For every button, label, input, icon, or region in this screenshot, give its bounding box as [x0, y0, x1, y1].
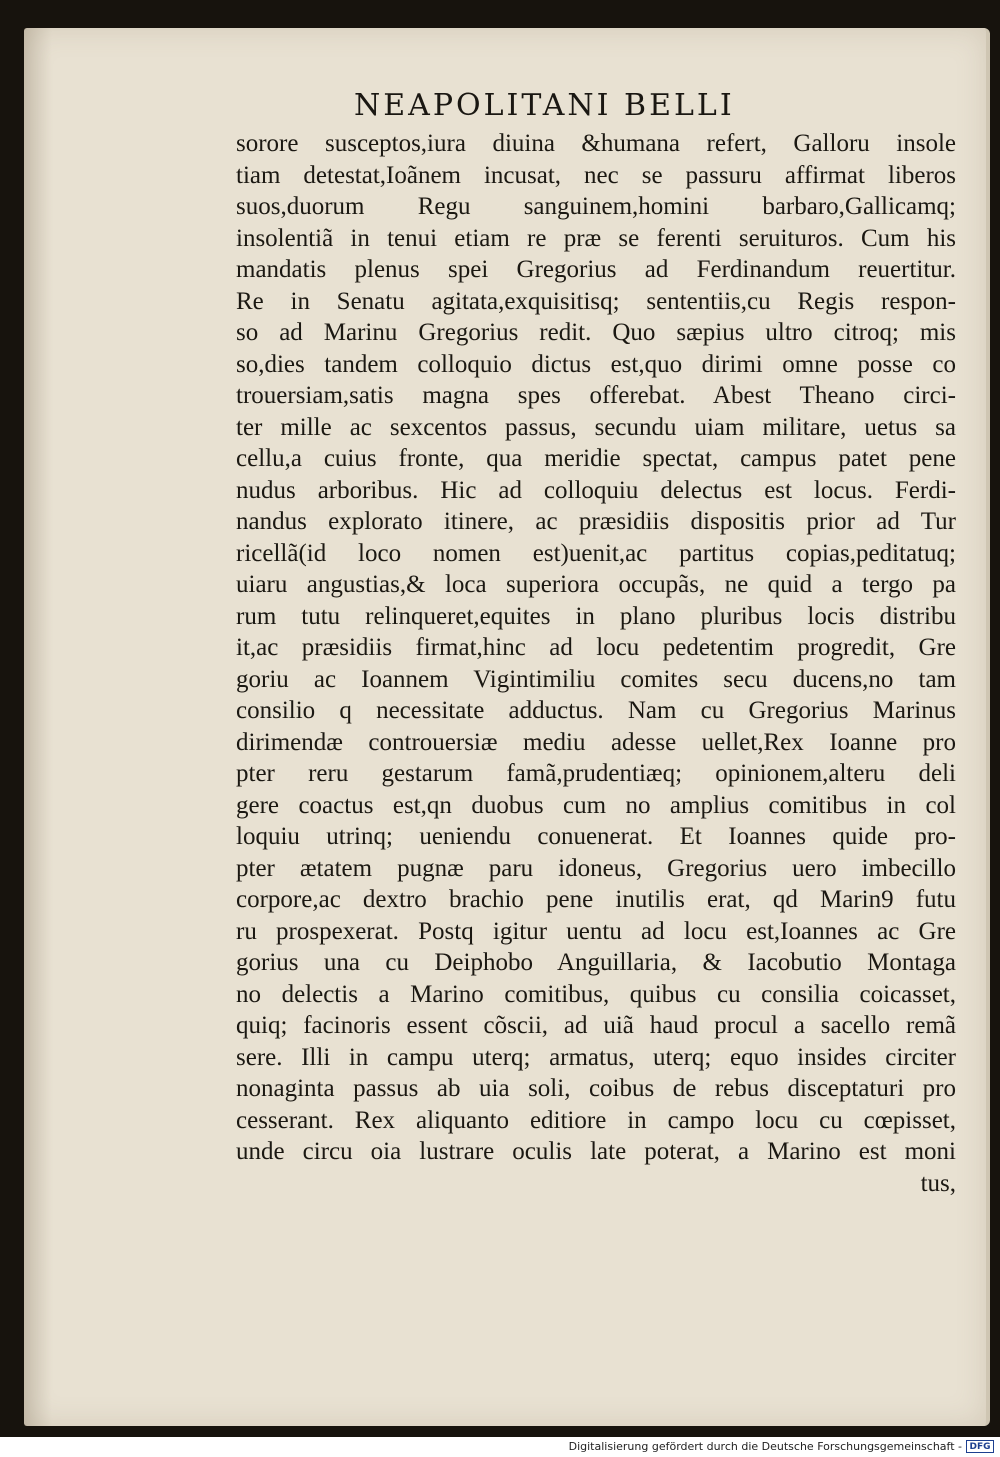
text-line: suos,duorum Regu sanguinem,homini barbaro,Gallicamq;	[236, 193, 956, 220]
text-line: sorore susceptos,iura diuina &humana refert, Galloru insole	[236, 130, 956, 157]
text-line: Re in Senatu agitata,exquisitisq; sententiis,cu Regis respon-	[236, 287, 956, 315]
text-line: goriu ac Ioannem Vigintimiliu comites secu ducens,no tam	[236, 665, 956, 693]
text-line: cesserant. Rex aliquanto editiore in campo locu cu cœpisset,	[236, 1106, 956, 1134]
text-line: so,dies tandem colloquio dictus est,quo dirimi omne posse co	[236, 350, 956, 378]
text-line: uiaru angustias,& loca superiora occupãs, ne quid a tergo pa	[236, 571, 956, 598]
text-line: tiam detestat,Ioãnem incusat, nec se passuru affirmat liberos	[236, 161, 956, 189]
text-line: nudus arboribus. Hic ad colloquiu delectus est locus. Ferdi-	[236, 476, 956, 504]
text-line: dirimendæ controuersiæ mediu adesse uellet,Rex Ioanne pro	[236, 728, 956, 756]
text-line: so ad Marinu Gregorius redit. Quo sæpius ultro citroq; mis	[236, 319, 956, 346]
text-line: no delectis a Marino comitibus, quibus cu consilia coicasset,	[236, 980, 956, 1008]
text-line: tus,	[920, 1169, 956, 1197]
text-line: nandus explorato itinere, ac præsidiis dispositis prior ad Tur	[236, 508, 956, 535]
book-page	[24, 28, 990, 1426]
text-line: corpore,ac dextro brachio pene inutilis erat, qd Marin9 futu	[236, 886, 956, 913]
text-line: unde circu oia lustrare oculis late poterat, a Marino est moni	[236, 1138, 956, 1165]
text-line: ru prospexerat. Postq igitur uentu ad locu est,Ioannes ac Gre	[236, 917, 956, 945]
text-line: sere. Illi in campu uterq; armatus, uterq; equo insides circiter	[236, 1043, 956, 1071]
text-line: cellu,a cuius fronte, qua meridie spectat, campus patet pene	[236, 445, 956, 472]
text-line: nonaginta passus ab uia soli, coibus de rebus disceptaturi pro	[236, 1075, 956, 1102]
text-line: pter ætatem pugnæ paru idoneus, Gregorius uero imbecillo	[236, 854, 956, 882]
text-line: consilio q necessitate adductus. Nam cu Gregorius Marinus	[236, 697, 956, 724]
text-line: trouersiam,satis magna spes offerebat. Abest Theano circi-	[236, 382, 956, 409]
text-line: insolentiã in tenui etiam re præ se ferenti seruituros. Cum his	[236, 224, 956, 252]
text-line: quiq; facinoris essent cõscii, ad uiã haud procul a sacello remã	[236, 1012, 956, 1039]
dfg-logo: DFG	[966, 1440, 994, 1453]
text-line: rum tutu relinqueret,equites in plano pluribus locis distribu	[236, 602, 956, 630]
text-line: loquiu utrinq; ueniendu conuenerat. Et Ioannes quide pro-	[236, 823, 956, 850]
body-text	[236, 128, 956, 1199]
text-line: it,ac præsidiis firmat,hinc ad locu pedetentim progredit, Gre	[236, 634, 956, 661]
text-line: ter mille ac sexcentos passus, secundu uiam militare, uetus sa	[236, 413, 956, 441]
text-line: gorius una cu Deiphobo Anguillaria, & Iacobutio Montaga	[236, 949, 956, 976]
running-head: NEAPOLITANI BELLI	[354, 88, 735, 123]
text-line: mandatis plenus spei Gregorius ad Ferdinandum reuertitur.	[236, 256, 956, 283]
text-line: gere coactus est,qn duobus cum no amplius comitibus in col	[236, 791, 956, 819]
text-line: pter reru gestarum famã,prudentiæq; opinionem,alteru deli	[236, 760, 956, 787]
footer-strip	[0, 1437, 1000, 1457]
footer-credit: Digitalisierung gefördert durch die Deutsche Forschungsgemeinschaft -	[568, 1440, 962, 1453]
text-line: ricellã(id loco nomen est)uenit,ac partitus copias,peditatuq;	[236, 539, 956, 567]
